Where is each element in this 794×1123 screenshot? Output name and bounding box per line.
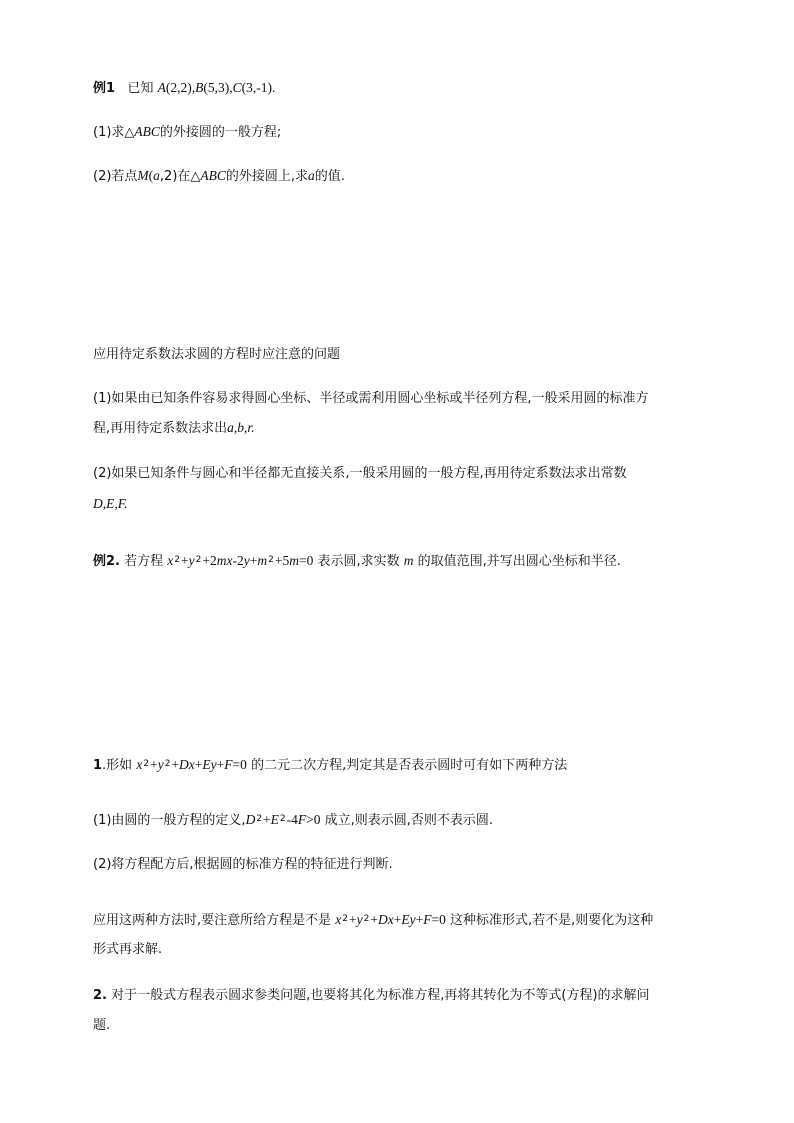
example2-statement: 例2. 若方程 $x^2+y^2+2mx-2y+m^2+5m=0$ 表示圆,求实数 m 的取值范围,并写出圆心坐标和半径.	[93, 553, 621, 569]
example1-question2: (2)若点M(a,2)在△ABC的外接圆上,求a的值.	[93, 168, 345, 184]
summary2-line2: 题.	[93, 1018, 111, 1033]
example1-given: 例1 已知 A(2,2),B(5,3),C(3,-1).	[93, 80, 276, 96]
summary1-note-line2: 形式再求解.	[93, 942, 163, 957]
note-p1-line2: 程,再用待定系数法求出a,b,r.	[93, 420, 255, 436]
note-p2-line1: (2)如果已知条件与圆心和半径都无直接关系,一般采用圆的一般方程,再用待定系数法求出常数	[93, 466, 627, 481]
summary2-line1: 2. 对于一般式方程表示圆求参类问题,也要将其化为标准方程,再将其转化为不等式(方程)的求解问	[93, 988, 650, 1003]
note-p2-line2: D,E,F.	[93, 496, 128, 511]
example2-label: 例2.	[93, 554, 120, 569]
note-p1-line1: (1)如果由已知条件容易求得圆心坐标、半径或需利用圆心坐标或半径列方程,一般采用圆的标准方	[93, 391, 649, 406]
summary1-method1: (1)由圆的一般方程的定义$,D^2+E^2-4F>0$ 成立,则表示圆,否则不表示圆.	[93, 812, 494, 828]
note-title: 应用待定系数法求圆的方程时应注意的问题	[93, 347, 341, 362]
example1-question1: (1)求△ABC的外接圆的一般方程;	[93, 124, 282, 140]
example1-label: 例1	[93, 81, 116, 96]
summary1-method2: (2)将方程配方后,根据圆的标准方程的特征进行判断.	[93, 857, 393, 872]
summary1-title: 1.形如 $x^2+y^2+Dx+Ey+F=0$ 的二元二次方程,判定其是否表示圆时可有如下两种方法	[93, 757, 568, 773]
summary1-note-line1: 应用这两种方法时,要注意所给方程是不是 $x^2+y^2+Dx+Ey+F=0$ 这种标准形式,若不是,则要化为这种	[93, 912, 654, 928]
